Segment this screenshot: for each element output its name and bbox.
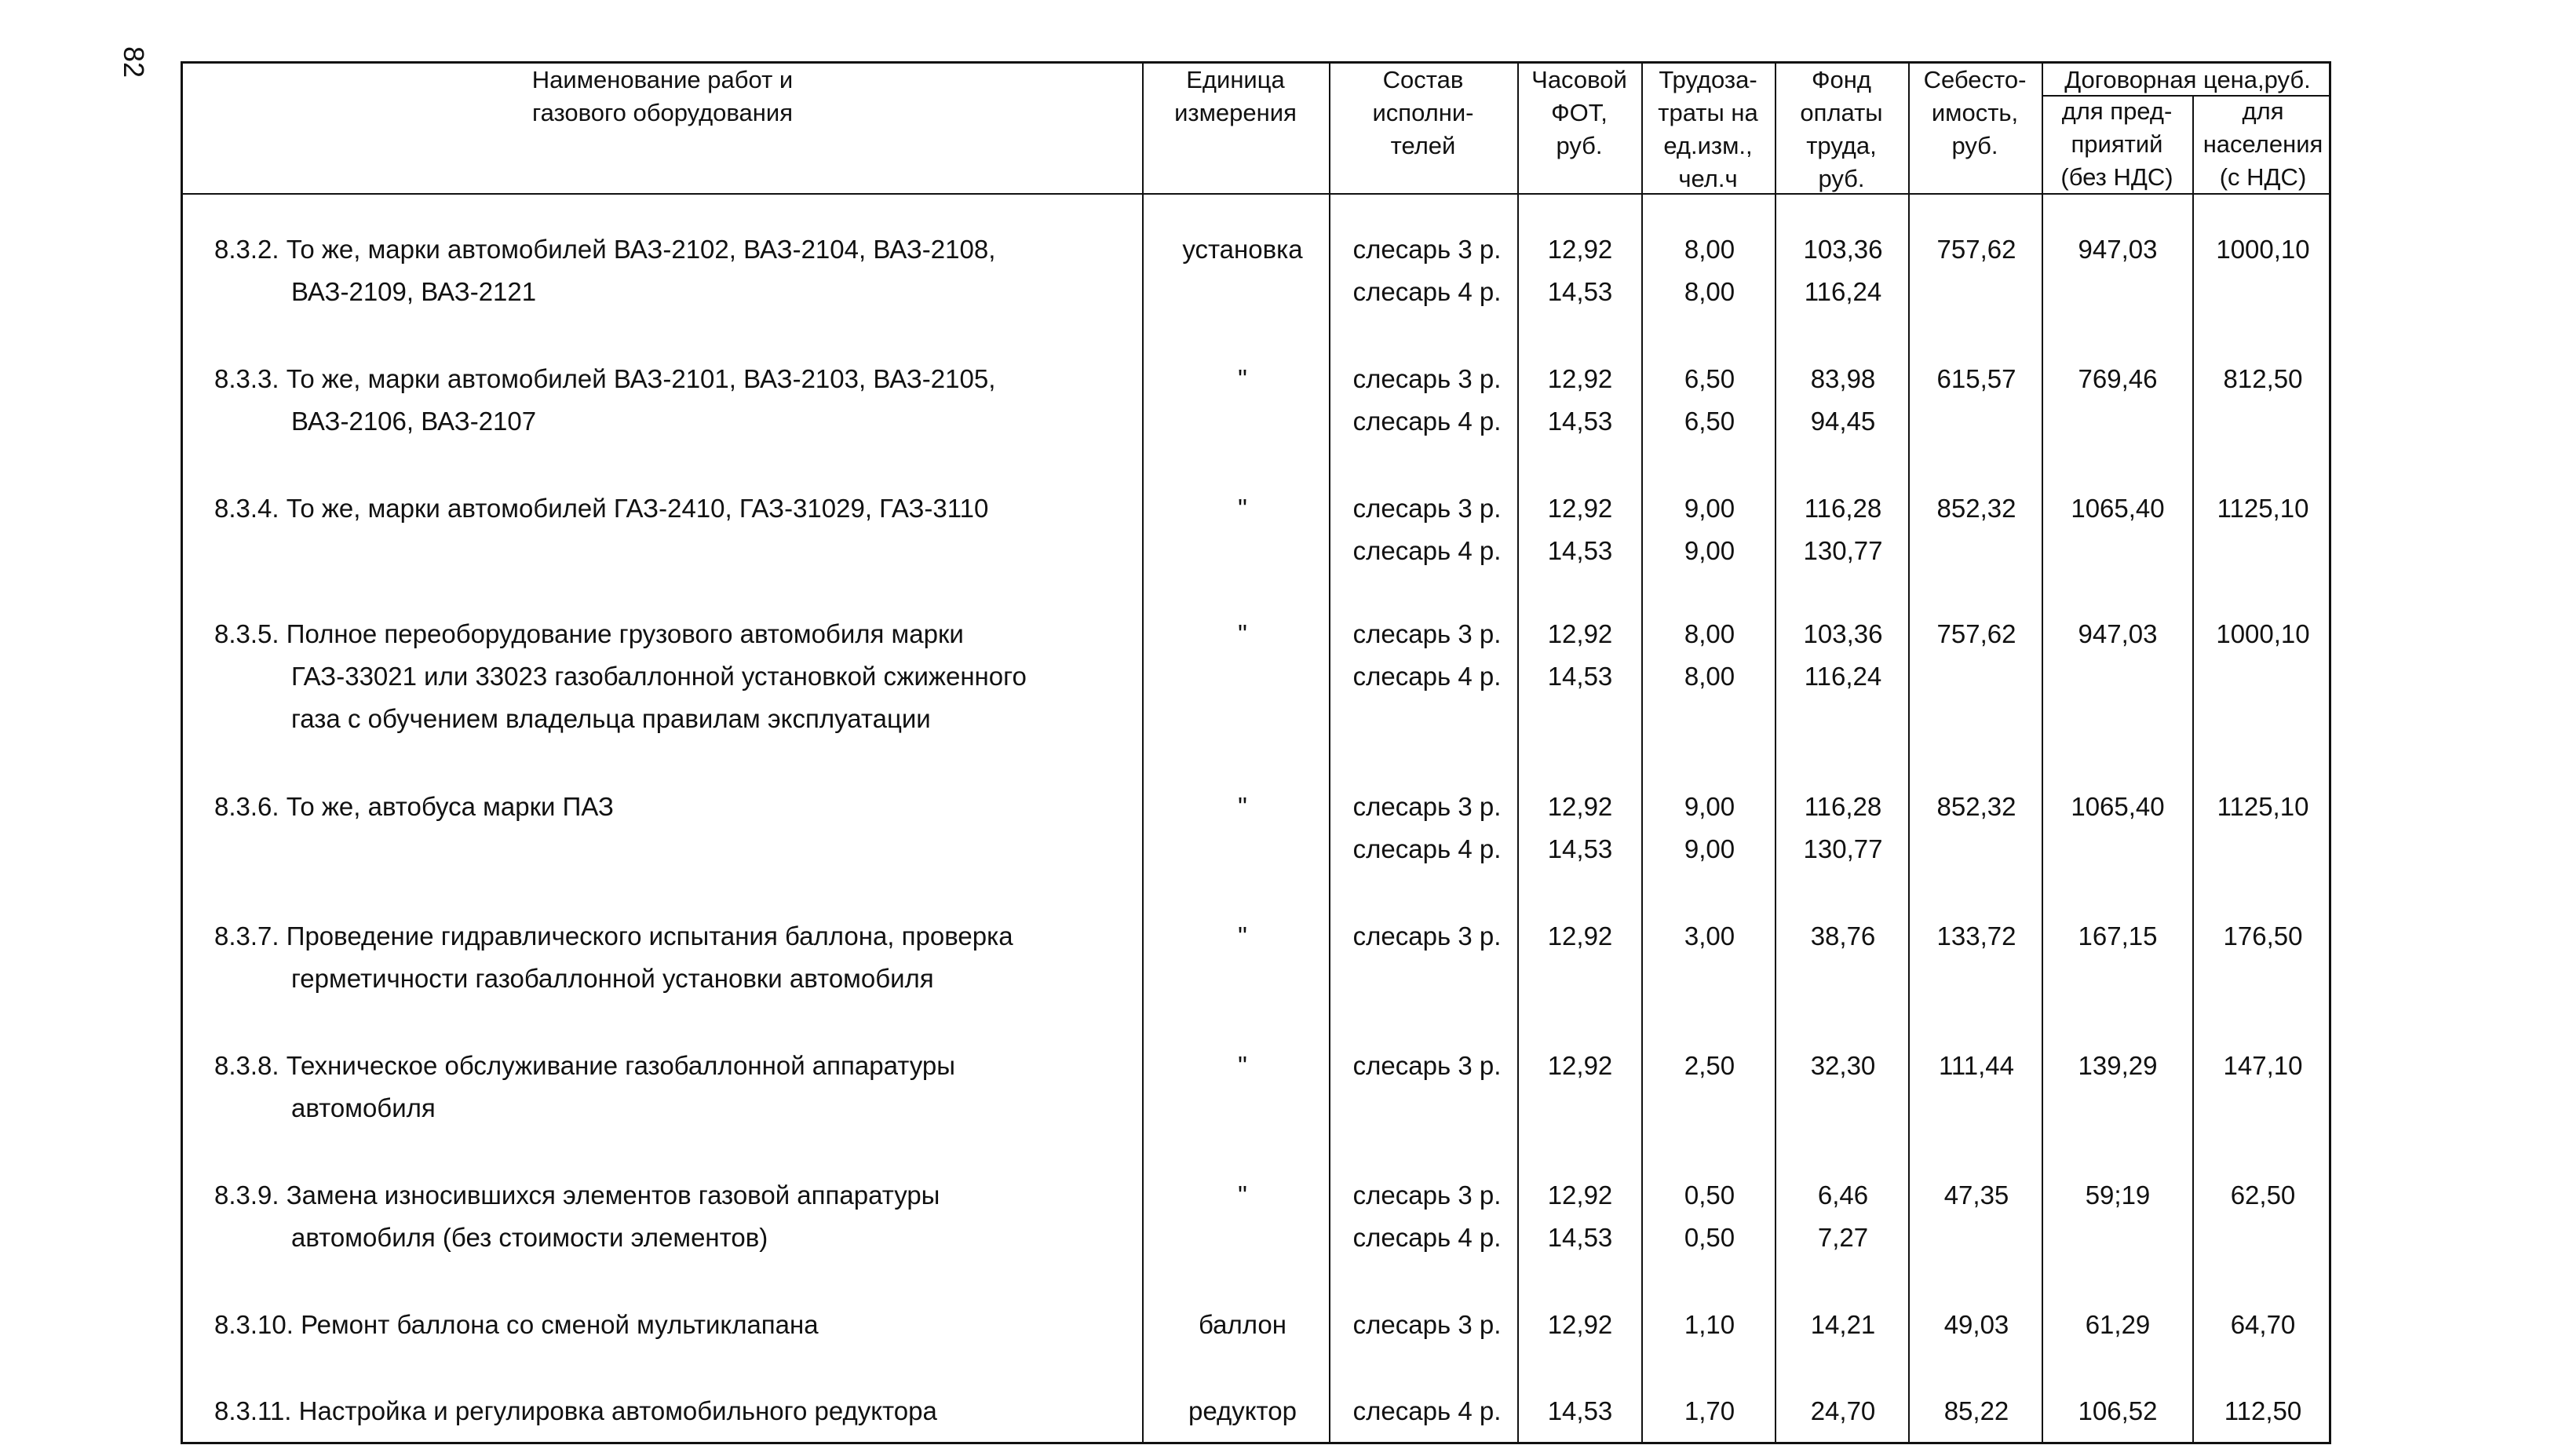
- labor-cell-value: 8,00: [1684, 277, 1735, 306]
- labor-cell-value: 6,50: [1684, 407, 1735, 436]
- hourly-wage-cell-value: 14,53: [1547, 1396, 1613, 1425]
- hourly-wage-cell-value: 12,92: [1547, 494, 1613, 523]
- labor-cell-value: 6,50: [1684, 364, 1735, 393]
- header-contract-price: Договорная цена,руб.: [2064, 66, 2311, 93]
- wage-fund-cell: [1776, 1390, 1910, 1432]
- worker-cell-value: слесарь 4 р.: [1352, 277, 1502, 306]
- unit-cell: редуктор: [1188, 1396, 1297, 1425]
- worker-cell: [1337, 613, 1517, 698]
- wage-fund-cell-value: 130,77: [1803, 834, 1883, 863]
- work-name-line: 8.3.2. То же, марки автомобилей ВАЗ-2102, ВАЗ-2104, ВАЗ-2108,: [214, 235, 996, 264]
- population-price-cell: 1125,10: [2217, 792, 2309, 821]
- header-divider: [183, 193, 2329, 195]
- unit-cell: ": [1238, 1051, 1247, 1080]
- work-name-line: автомобиля: [291, 1093, 436, 1122]
- labor-cell: [1643, 358, 1776, 443]
- enterprise-price-cell: 106,52: [2078, 1396, 2158, 1425]
- enterprise-price-cell: 1065,40: [2071, 792, 2165, 821]
- hourly-wage-cell-value: 12,92: [1547, 364, 1613, 393]
- wage-fund-cell-value: 116,24: [1804, 662, 1882, 691]
- population-price-cell: 62,50: [2230, 1180, 2296, 1210]
- work-name-line: 8.3.3. То же, марки автомобилей ВАЗ-2101, ВАЗ-2103, ВАЗ-2105,: [214, 364, 996, 393]
- worker-cell-value: слесарь 4 р.: [1352, 1396, 1502, 1425]
- work-name-line: 8.3.4. То же, марки автомобилей ГАЗ-2410, ГАЗ-31029, ГАЗ-3110: [214, 494, 989, 523]
- work-name-line: газа с обучением владельца правилам эксплуатации: [291, 704, 931, 733]
- worker-cell-value: слесарь 3 р.: [1352, 364, 1502, 393]
- hourly-wage-cell-value: 14,53: [1547, 407, 1613, 436]
- unit-cell: установка: [1182, 235, 1303, 264]
- worker-cell: [1337, 228, 1517, 313]
- worker-cell: [1337, 1304, 1517, 1346]
- unit-cell: ": [1238, 921, 1247, 951]
- population-price-cell: 1125,10: [2217, 494, 2309, 523]
- wage-fund-cell-value: 24,70: [1810, 1396, 1876, 1425]
- work-name: [214, 1304, 1125, 1346]
- unit-cell: ": [1238, 619, 1247, 648]
- worker-cell-value: слесарь 3 р.: [1352, 1051, 1502, 1080]
- cost-cell: 49,03: [1943, 1310, 2009, 1339]
- wage-fund-cell-value: 94,45: [1810, 407, 1876, 436]
- work-name-line: 8.3.7. Проведение гидравлического испытания баллона, проверка: [214, 921, 1013, 951]
- worker-cell-value: слесарь 3 р.: [1352, 235, 1502, 264]
- worker-cell: [1337, 487, 1517, 572]
- labor-cell-value: 0,50: [1684, 1180, 1735, 1210]
- labor-cell: [1643, 1174, 1776, 1259]
- work-name: [214, 358, 1125, 443]
- labor-cell-value: 9,00: [1684, 792, 1735, 821]
- enterprise-price-cell: 167,15: [2078, 921, 2158, 951]
- hourly-wage-cell: [1517, 1390, 1643, 1432]
- wage-fund-cell-value: 103,36: [1803, 619, 1883, 648]
- population-price-cell: 147,10: [2223, 1051, 2303, 1080]
- header-name: Наименование работ и газового оборудования: [531, 66, 794, 126]
- hourly-wage-cell: [1517, 228, 1643, 313]
- cost-cell: 852,32: [1936, 494, 2016, 523]
- header-population: для населения (с НДС): [2203, 97, 2323, 191]
- unit-cell: ": [1238, 1180, 1247, 1210]
- wage-fund-cell-value: 103,36: [1803, 235, 1883, 264]
- population-price-cell: 176,50: [2223, 921, 2303, 951]
- hourly-wage-cell: [1517, 1174, 1643, 1259]
- wage-fund-cell-value: 116,28: [1804, 792, 1882, 821]
- labor-cell-value: 8,00: [1684, 619, 1735, 648]
- hourly-wage-cell-value: 12,92: [1547, 1051, 1613, 1080]
- labor-cell: [1643, 228, 1776, 313]
- column-divider: [1142, 64, 1144, 1442]
- work-name-line: герметичности газобаллонной установки автомобиля: [291, 964, 934, 993]
- labor-cell-value: 2,50: [1684, 1051, 1735, 1080]
- labor-cell-value: 0,50: [1684, 1223, 1735, 1252]
- cost-cell: 47,35: [1943, 1180, 2009, 1210]
- wage-fund-cell-value: 130,77: [1803, 536, 1883, 565]
- worker-cell-value: слесарь 4 р.: [1352, 536, 1502, 565]
- work-name: [214, 1390, 1125, 1432]
- wage-fund-cell: [1776, 1304, 1910, 1346]
- work-name-line: ГАЗ-33021 или 33023 газобаллонной установкой сжиженного: [291, 662, 1027, 691]
- wage-fund-cell: [1776, 1174, 1910, 1259]
- cost-cell: 615,57: [1936, 364, 2016, 393]
- labor-cell-value: 9,00: [1684, 834, 1735, 863]
- cost-cell: 757,62: [1936, 235, 2016, 264]
- wage-fund-cell-value: 6,46: [1817, 1180, 1869, 1210]
- wage-fund-cell: [1776, 228, 1910, 313]
- labor-cell: [1643, 1304, 1776, 1346]
- hourly-wage-cell: [1517, 613, 1643, 698]
- hourly-wage-cell-value: 12,92: [1547, 619, 1613, 648]
- work-name: [214, 1174, 1125, 1259]
- cost-cell: 133,72: [1936, 921, 2016, 951]
- enterprise-price-cell: 1065,40: [2071, 494, 2165, 523]
- hourly-wage-cell: [1517, 358, 1643, 443]
- hourly-wage-cell: [1517, 487, 1643, 572]
- work-name-line: автомобиля (без стоимости элементов): [291, 1223, 768, 1252]
- labor-cell: [1643, 487, 1776, 572]
- enterprise-price-cell: 947,03: [2078, 619, 2158, 648]
- wage-fund-cell: [1776, 915, 1910, 958]
- unit-cell: ": [1238, 364, 1247, 393]
- cost-cell: 757,62: [1936, 619, 2016, 648]
- work-name: [214, 613, 1125, 740]
- hourly-wage-cell-value: 14,53: [1547, 277, 1613, 306]
- labor-cell-value: 9,00: [1684, 494, 1735, 523]
- labor-cell-value: 1,10: [1684, 1310, 1735, 1339]
- population-price-cell: 64,70: [2230, 1310, 2296, 1339]
- worker-cell: [1337, 1390, 1517, 1432]
- hourly-wage-cell: [1517, 1304, 1643, 1346]
- wage-fund-cell: [1776, 786, 1910, 870]
- worker-cell-value: слесарь 4 р.: [1352, 834, 1502, 863]
- hourly-wage-cell-value: 12,92: [1547, 921, 1613, 951]
- work-name: [214, 786, 1125, 828]
- header-enterprise: для пред- приятий (без НДС): [2060, 97, 2173, 191]
- header-cost: Себесто- имость, руб.: [1923, 66, 2027, 159]
- wage-fund-cell-value: 116,24: [1804, 277, 1882, 306]
- work-name-line: 8.3.11. Настройка и регулировка автомобильного редуктора: [214, 1396, 937, 1425]
- worker-cell-value: слесарь 3 р.: [1352, 792, 1502, 821]
- enterprise-price-cell: 61,29: [2085, 1310, 2151, 1339]
- work-name: [214, 228, 1125, 313]
- column-divider: [2192, 95, 2194, 1442]
- hourly-wage-cell-value: 12,92: [1547, 1310, 1613, 1339]
- worker-cell-value: слесарь 3 р.: [1352, 494, 1502, 523]
- work-name-line: 8.3.9. Замена износившихся элементов газовой аппаратуры: [214, 1180, 940, 1210]
- enterprise-price-cell: 139,29: [2078, 1051, 2158, 1080]
- hourly-wage-cell-value: 14,53: [1547, 834, 1613, 863]
- work-name-line: 8.3.8. Техническое обслуживание газобаллонной аппаратуры: [214, 1051, 955, 1080]
- labor-cell-value: 3,00: [1684, 921, 1735, 951]
- work-name-line: 8.3.10. Ремонт баллона со сменой мультиклапана: [214, 1310, 819, 1339]
- header-labor: Трудоза- траты на ед.изм., чел.ч: [1658, 66, 1758, 192]
- unit-cell: баллон: [1199, 1310, 1286, 1339]
- work-name: [214, 487, 1125, 530]
- cost-cell: 85,22: [1943, 1396, 2009, 1425]
- population-price-cell: 112,50: [2224, 1396, 2302, 1425]
- population-price-cell: 812,50: [2223, 364, 2303, 393]
- work-name-line: 8.3.6. То же, автобуса марки ПАЗ: [214, 792, 614, 821]
- wage-fund-cell: [1776, 613, 1910, 698]
- worker-cell: [1337, 1045, 1517, 1087]
- cost-cell: 852,32: [1936, 792, 2016, 821]
- wage-fund-cell-value: 116,28: [1804, 494, 1882, 523]
- wage-fund-cell-value: 83,98: [1810, 364, 1876, 393]
- labor-cell: [1643, 613, 1776, 698]
- wage-fund-cell-value: 38,76: [1810, 921, 1876, 951]
- hourly-wage-cell-value: 14,53: [1547, 662, 1613, 691]
- hourly-wage-cell-value: 12,92: [1547, 792, 1613, 821]
- header-unit: Единица измерения: [1174, 66, 1297, 126]
- unit-cell: ": [1238, 792, 1247, 821]
- hourly-wage-cell-value: 12,92: [1547, 1180, 1613, 1210]
- worker-cell-value: слесарь 4 р.: [1352, 662, 1502, 691]
- work-name: [214, 1045, 1125, 1129]
- population-price-cell: 1000,10: [2216, 619, 2310, 648]
- work-name-line: 8.3.5. Полное переоборудование грузового автомобиля марки: [214, 619, 964, 648]
- labor-cell: [1643, 915, 1776, 958]
- labor-cell: [1643, 1390, 1776, 1432]
- wage-fund-cell: [1776, 1045, 1910, 1087]
- labor-cell-value: 1,70: [1684, 1396, 1735, 1425]
- unit-cell: ": [1238, 494, 1247, 523]
- labor-cell: [1643, 1045, 1776, 1087]
- hourly-wage-cell: [1517, 786, 1643, 870]
- labor-cell-value: 9,00: [1684, 536, 1735, 565]
- wage-fund-cell: [1776, 487, 1910, 572]
- worker-cell: [1337, 358, 1517, 443]
- worker-cell: [1337, 915, 1517, 958]
- hourly-wage-cell: [1517, 1045, 1643, 1087]
- wage-fund-cell-value: 32,30: [1810, 1051, 1876, 1080]
- hourly-wage-cell: [1517, 915, 1643, 958]
- hourly-wage-cell-value: 12,92: [1547, 235, 1613, 264]
- cost-cell: 111,44: [1938, 1051, 2015, 1080]
- worker-cell-value: слесарь 3 р.: [1352, 1310, 1502, 1339]
- labor-cell: [1643, 786, 1776, 870]
- worker-cell-value: слесарь 3 р.: [1352, 1180, 1502, 1210]
- labor-cell-value: 8,00: [1684, 235, 1735, 264]
- work-name-line: ВАЗ-2106, ВАЗ-2107: [291, 407, 537, 436]
- wage-fund-cell-value: 14,21: [1810, 1310, 1876, 1339]
- enterprise-price-cell: 59;19: [2085, 1180, 2151, 1210]
- worker-cell: [1337, 786, 1517, 870]
- worker-cell: [1337, 1174, 1517, 1259]
- worker-cell-value: слесарь 4 р.: [1352, 407, 1502, 436]
- worker-cell-value: слесарь 3 р.: [1352, 619, 1502, 648]
- enterprise-price-cell: 769,46: [2078, 364, 2158, 393]
- header-staff: Состав исполни- телей: [1372, 66, 1474, 159]
- population-price-cell: 1000,10: [2216, 235, 2310, 264]
- hourly-wage-cell-value: 14,53: [1547, 536, 1613, 565]
- work-name: [214, 915, 1125, 1000]
- enterprise-price-cell: 947,03: [2078, 235, 2158, 264]
- page-number: 82: [118, 46, 151, 78]
- header-wage-fund: Фонд оплаты труда, руб.: [1800, 66, 1883, 192]
- labor-cell-value: 8,00: [1684, 662, 1735, 691]
- hourly-wage-cell-value: 14,53: [1547, 1223, 1613, 1252]
- work-name-line: ВАЗ-2109, ВАЗ-2121: [291, 277, 537, 306]
- price-table: [181, 61, 2331, 1444]
- worker-cell-value: слесарь 3 р.: [1352, 921, 1502, 951]
- worker-cell-value: слесарь 4 р.: [1352, 1223, 1502, 1252]
- wage-fund-cell: [1776, 358, 1910, 443]
- wage-fund-cell-value: 7,27: [1817, 1223, 1869, 1252]
- header-hourly-wage: Часовой ФОТ, руб.: [1531, 66, 1627, 159]
